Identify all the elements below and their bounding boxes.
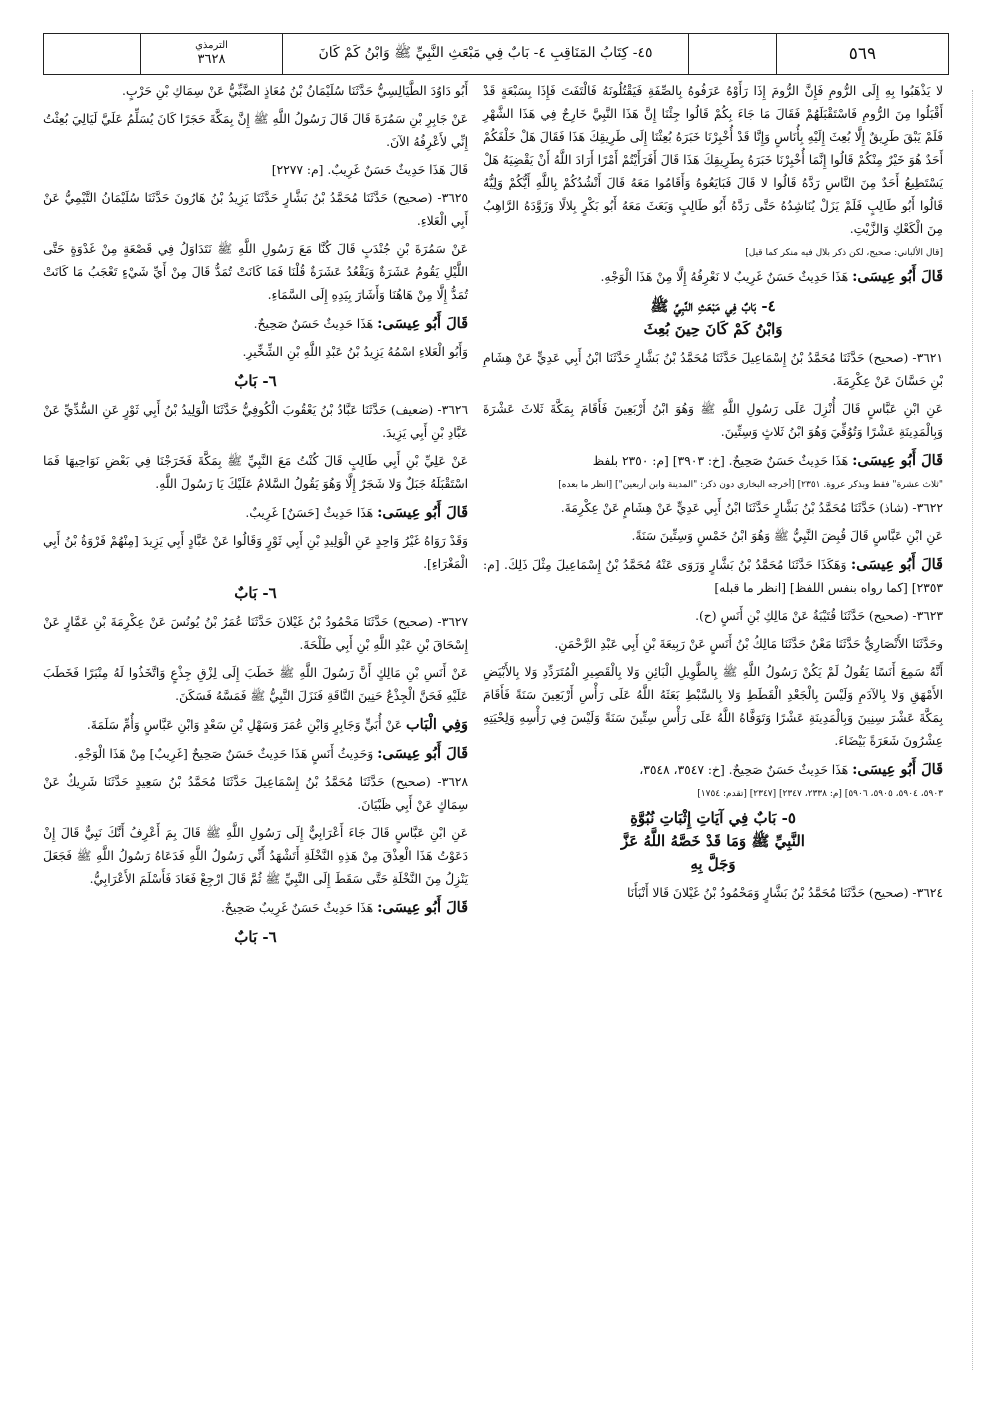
paragraph-text: أَبُو دَاوُدَ الطَّيَالِسِيُّ حَدَّثَنَا سُلَيْمَانُ بْنُ مُعَاذٍ الضَّبِّيُّ عَنْ سِمَاكِ بْنِ حَرْبٍ. bbox=[121, 84, 468, 98]
commentary-lead: قَالَ أَبُو عِيسَى: bbox=[852, 761, 943, 778]
chapter-heading bbox=[43, 926, 468, 949]
paragraph-text: هَذَا حَدِيثٌ حَسَنٌ صَحِيحٌ. [خ: ٣٩٠٣] [م: ٢٣٥٠ بلفظ bbox=[592, 454, 853, 468]
paragraph-text: عَنِ ابْنِ عَبَّاسٍ قَالَ جَاءَ أَعْرَابِيٌّ إِلَى رَسُولِ اللَّهِ ﷺ قَالَ بِمَ أَعْرِفُ أَنَّكَ نَبِيٌّ قَالَ إِنْ دَعَوْتُ هَذَا الْعِذْقَ مِنْ هَذِهِ النَّخْلَةِ أَتَشْهَدُ أَنِّي رَسُولُ اللَّهِ فَدَعَاهُ رَسُولُ اللَّهِ ﷺ فَجَعَلَ يَنْزِلُ مِنَ النَّخْلَةِ حَتَّى سَقَطَ إِلَى النَّبِيِّ ﷺ ثُمَّ قَالَ ارْجِعْ فَعَادَ فَأَسْلَمَ الأَعْرَابِيُّ. bbox=[43, 826, 468, 886]
hadith-paragraph bbox=[483, 449, 943, 473]
paragraph-text: ٣٦٢٥- (صحيح) حَدَّثَنَا مُحَمَّدُ بْنُ بَشَّارٍ حَدَّثَنَا يَزِيدُ بْنُ هَارُونَ حَدَّثَنَا سُلَيْمَانُ التَّيْمِيُّ عَنْ أَبِي الْعَلاءِ. bbox=[43, 191, 468, 228]
paragraph-text: عَنْ عَلِيِّ بْنِ أَبِي طَالِبٍ قَالَ كُنْتُ مَعَ النَّبِيِّ ﷺ بِمَكَّةَ فَخَرَجْنَا فِي بَعْضِ نَوَاحِيهَا فَمَا اسْتَقْبَلَهُ جَبَلٌ وَلا شَجَرٌ إِلَّا وَهُوَ يَقُولُ السَّلامُ عَلَيْكَ يَا رَسُولَ اللَّهِ. bbox=[43, 454, 468, 491]
hadith-paragraph bbox=[43, 399, 468, 445]
grading-note bbox=[483, 246, 943, 260]
hadith-paragraph bbox=[483, 633, 943, 656]
hadith-paragraph bbox=[43, 713, 468, 737]
paragraph-text: هَذَا حَدِيثٌ [حَسَنٌ] غَرِيبٌ. bbox=[245, 506, 378, 520]
chapter-heading-line: ٥- بَابٌ فِي آيَاتِ إِثْبَاتِ نُبُوَّةِ bbox=[630, 809, 796, 827]
paragraph-text: ٥٩٠٣، ٥٩٠٤، ٥٩٠٥، ٥٩٠٦] [م: ٢٣٣٨، ٢٣٤٧] [٢٣٤٧] [تقدم: ١٧٥٤] bbox=[697, 789, 943, 799]
hadith-paragraph bbox=[483, 661, 943, 753]
paragraph-text: ٣٦٢٤- (صحيح) حَدَّثَنَا مُحَمَّدُ بْنُ بَشَّارٍ وَمَحْمُودُ بْنُ غَيْلانَ قَالا أَنْبَأَنَا bbox=[627, 886, 943, 900]
paragraph-text: ٣٦٢٧- (صحيح) حَدَّثَنَا مَحْمُودُ بْنُ غَيْلانَ حَدَّثَنَا عُمَرُ بْنُ يُونُسَ عَنْ عِكْرِمَةَ بْنِ عَمَّارٍ عَنْ إِسْحَاقَ بْنِ عَبْدِ اللَّهِ بْنِ أَبِي طَلْحَةَ. bbox=[43, 615, 468, 652]
page-number: ٥٦٩ bbox=[776, 34, 948, 74]
book-name: الترمذي bbox=[195, 39, 228, 51]
hadith-paragraph bbox=[483, 605, 943, 628]
header-empty-cell bbox=[44, 34, 140, 74]
paragraph-text: ٣٦٢١- (صحيح) حَدَّثَنَا مُحَمَّدُ بْنُ إِسْمَاعِيلَ حَدَّثَنَا مُحَمَّدُ بْنُ بَشَّارٍ حَدَّثَنَا ابْنُ أَبِي عَدِيٍّ عَنْ هِشَامِ بْنِ حَسَّانَ عَنْ عِكْرِمَةَ. bbox=[483, 351, 943, 388]
paragraph-text: هَذَا حَدِيثٌ حَسَنٌ غَرِيبٌ صَحِيحٌ. bbox=[221, 901, 378, 915]
paragraph-text: ٣٦٢٢- (شاذ) حَدَّثَنَا مُحَمَّدُ بْنُ بَشَّارٍ حَدَّثَنَا ابْنُ أَبِي عَدِيٍّ عَنْ هِشَامٍ عَنْ عِكْرِمَةَ. bbox=[560, 501, 943, 515]
grading-note bbox=[483, 787, 943, 801]
paragraph-text: عَنِ ابْنِ عَبَّاسٍ قَالَ أُنْزِلَ عَلَى رَسُولِ اللَّهِ ﷺ وَهُوَ ابْنُ أَرْبَعِينَ فَأَقَامَ بِمَكَّةَ ثَلاثَ عَشْرَةَ وَبِالْمَدِينَةِ عَشْرًا وَتُوُفِّيَ وَهُوَ ابْنُ ثَلاثٍ وَسِتِّينَ. bbox=[483, 402, 943, 439]
paragraph-text: [قال الألباني: صحيح، لكن ذكر بلال فيه منكر كما قيل] bbox=[745, 248, 943, 258]
hadith-paragraph bbox=[43, 530, 468, 576]
hadith-paragraph bbox=[43, 341, 468, 364]
paragraph-text: "ثلاث عشرة" فقط وبذكر عروة. ٢٣٥١] [أخرجه البخاري دون ذكر: "المدينة وابن أربعين"] [انظر ما بعده] bbox=[558, 480, 943, 490]
commentary-lead: قَالَ أَبُو عِيسَى: bbox=[852, 452, 943, 469]
grading-note bbox=[483, 478, 943, 492]
paragraph-text: عَنْ أَنَسِ بْنِ مَالِكٍ أَنَّ رَسُولَ اللَّهِ ﷺ خَطَبَ إِلَى لِزْقِ جِذْعٍ وَاتَّخَذُوا لَهُ مِنْبَرًا فَخَطَبَ عَلَيْهِ فَحَنَّ الْجِذْعُ حَنِينَ النَّاقَةِ فَنَزَلَ النَّبِيُّ ﷺ فَمَسَّهُ فَسَكَنَ. bbox=[43, 666, 468, 703]
hadith-paragraph bbox=[43, 450, 468, 496]
hadith-paragraph bbox=[43, 771, 468, 817]
hadith-paragraph bbox=[43, 238, 468, 307]
chapter-heading-line: ٤- بَابٌ فِي مَبْعَثِ النَّبِيِّ ﷺ bbox=[650, 297, 776, 315]
margin-rule bbox=[972, 90, 973, 1370]
chapter-title: ٤٥- كِتَابُ المَنَاقِبِ ٤- بَابٌ فِي مَبْعَثِ النَّبِيِّ ﷺ وَابْنُ كَمْ كَانَ bbox=[282, 34, 688, 74]
hadith-number: ٣٦٢٨ bbox=[197, 52, 226, 68]
hadith-paragraph bbox=[43, 822, 468, 891]
chapter-heading-line: وَابْنُ كَمْ كَانَ حِينَ بُعِثَ bbox=[643, 320, 783, 338]
paragraph-text: وحَدَّثَنَا الأَنْصَارِيُّ حَدَّثَنَا مَعْنٌ حَدَّثَنَا مَالِكُ بْنُ أَنَسٍ عَنْ رَبِيعَةَ بْنِ أَبِي عَبْدِ الرَّحْمَنِ. bbox=[554, 637, 943, 651]
chapter-heading bbox=[43, 582, 468, 605]
header-empty-cell bbox=[688, 34, 776, 74]
page-header bbox=[43, 33, 949, 75]
paragraph-text: هَذَا حَدِيثٌ حَسَنٌ غَرِيبٌ لا نَعْرِفُهُ إِلَّا مِنْ هَذَا الْوَجْهِ. bbox=[600, 270, 853, 284]
paragraph-text: عَنْ جَابِرِ بْنِ سَمُرَةَ قَالَ قَالَ رَسُولُ اللَّهِ ﷺ إِنَّ بِمَكَّةَ حَجَرًا كَانَ يُسَلِّمُ عَلَيَّ لَيَالِيَ بُعِثْتُ إِنِّي لأَعْرِفُهُ الآنَ. bbox=[43, 112, 468, 149]
commentary-lead: قَالَ أَبُو عِيسَى: bbox=[377, 745, 468, 762]
chapter-heading bbox=[43, 370, 468, 393]
hadith-paragraph bbox=[43, 662, 468, 708]
hadith-paragraph bbox=[483, 553, 943, 600]
commentary-lead: قَالَ أَبُو عِيسَى: bbox=[850, 556, 943, 573]
chapter-heading bbox=[483, 807, 943, 876]
hadith-paragraph bbox=[483, 265, 943, 289]
left-column bbox=[43, 80, 468, 955]
commentary-lead: وَفِي الْبَاب bbox=[406, 716, 468, 733]
chapter-heading-line: النَّبِيِّ ﷺ وَمَا قَدْ خَصَّهُ اللَّهُ عَزَّ bbox=[621, 832, 805, 850]
paragraph-text: وَحَدِيثُ أَنَسٍ هَذَا حَدِيثٌ حَسَنٌ صَحِيحٌ [غَرِيبٌ] مِنْ هَذَا الْوَجْهِ. bbox=[73, 747, 378, 761]
commentary-lead: قَالَ أَبُو عِيسَى: bbox=[377, 315, 468, 332]
paragraph-text: هَذَا حَدِيثٌ حَسَنٌ صَحِيحٌ. [خ: ٣٥٤٧، ٣٥٤٨، bbox=[639, 763, 853, 777]
hadith-paragraph bbox=[43, 501, 468, 525]
hadith-paragraph bbox=[43, 611, 468, 657]
hadith-paragraph bbox=[483, 398, 943, 444]
paragraph-text: أَنَّهُ سَمِعَ أَنَسًا يَقُولُ لَمْ يَكُنْ رَسُولُ اللَّهِ ﷺ بِالطَّوِيلِ الْبَائِنِ وَلا بِالْقَصِيرِ الْمُتَرَدِّدِ وَلا بِالأَبْيَضِ الأَمْهَقِ وَلا بِالآدَمِ وَلَيْسَ بِالْجَعْدِ الْقَطَطِ وَلا بِالسَّبْطِ بَعَثَهُ اللَّهُ عَلَى رَأْسِ أَرْبَعِينَ سَنَةً فَأَقَامَ بِمَكَّةَ عَشْرَ سِنِينَ وَبِالْمَدِينَةِ عَشْرًا وَتَوَفَّاهُ اللَّهُ عَلَى رَأْسِ سِتِّينَ سَنَةً وَلَيْسَ فِي رَأْسِهِ وَلِحْيَتِهِ عِشْرُونَ شَعَرَةً بَيْضَاءَ. bbox=[483, 665, 943, 748]
hadith-paragraph bbox=[483, 882, 943, 905]
paragraph-text: ٣٦٢٨- (صحيح) حَدَّثَنَا مُحَمَّدُ بْنُ إِسْمَاعِيلَ حَدَّثَنَا مُحَمَّدُ بْنُ سَعِيدٍ حَدَّثَنَا شَرِيكٌ عَنْ سِمَاكٍ عَنْ أَبِي ظَبْيَانَ. bbox=[43, 775, 468, 812]
hadith-paragraph bbox=[43, 312, 468, 336]
commentary-lead: قَالَ أَبُو عِيسَى: bbox=[852, 268, 943, 285]
hadith-paragraph bbox=[483, 497, 943, 520]
paragraph-text: وَهَكَذَا حَدَّثَنَا مُحَمَّدُ بْنُ بَشَّارٍ وَرَوَى عَنْهُ مُحَمَّدُ بْنُ إِسْمَاعِيلَ مِثْلَ ذَلِكَ. [م: ٢٣٥٣] [كما رواه بنفس اللفظ] [انظر ما قبله] bbox=[483, 558, 943, 595]
hadith-paragraph bbox=[43, 742, 468, 766]
paragraph-text: عَنْ أُبَيٍّ وَجَابِرٍ وَابْنِ عُمَرَ وَسَهْلِ بْنِ سَعْدٍ وَابْنِ عَبَّاسٍ وَأُمِّ سَلَمَةَ. bbox=[86, 718, 407, 732]
commentary-lead: قَالَ أَبُو عِيسَى: bbox=[377, 504, 468, 521]
hadith-paragraph bbox=[43, 159, 468, 182]
hadith-paragraph bbox=[43, 187, 468, 233]
hadith-paragraph bbox=[43, 108, 468, 154]
paragraph-text: لا يَذْهَبُوا بِهِ إِلَى الرُّومِ فَإِنَّ الرُّومَ إِذَا رَأَوْهُ عَرَفُوهُ بِالصِّفَةِ فَيَقْتُلُونَهُ فَالْتَفَتَ فَإِذَا بِسَبْعَةٍ قَدْ أَقْبَلُوا مِنَ الرُّومِ فَاسْتَقْبَلَهُمْ فَقَالَ مَا جَاءَ بِكُمْ قَالُوا جِئْنَا إِنَّ هَذَا النَّبِيَّ خَارِجٌ فِي هَذَا الشَّهْرِ فَلَمْ يَبْقَ طَرِيقٌ إِلَّا بُعِثَ إِلَيْهِ بِأُنَاسٍ وَإِنَّا قَدْ أُخْبِرْنَا خَبَرَهُ بُعِثْنَا إِلَى طَرِيقِكَ هَذَا فَقَالَ هَلْ خَلْفَكُمْ أَحَدٌ هُوَ خَيْرٌ مِنْكُمْ قَالُوا إِنَّمَا أُخْبِرْنَا خَبَرَهُ بِطَرِيقِكَ هَذَا قَالَ أَفَرَأَيْتُمْ أَمْرًا أَرَادَ اللَّهُ أَنْ يَقْضِيَهُ هَلْ يَسْتَطِيعُ أَحَدٌ مِنَ النَّاسِ رَدَّهُ قَالُوا لا قَالَ فَبَايَعُوهُ وَأَقَامُوا مَعَهُ قَالَ أَنْشُدُكُمْ بِاللَّهِ أَيُّكُمْ وَلِيُّهُ قَالُوا أَبُو طَالِبٍ فَلَمْ يَزَلْ يُنَاشِدُهُ حَتَّى رَدَّهُ أَبُو طَالِبٍ وَبَعَثَ مَعَهُ أَبُو بَكْرٍ بِلالًا وَزَوَّدَهُ الرَّاهِبُ مِنَ الْكَعْكِ وَالزَّيْتِ. bbox=[483, 84, 943, 236]
chapter-heading-line: ٦- بَابٌ bbox=[234, 928, 277, 946]
chapter-heading bbox=[483, 295, 943, 341]
hadith-paragraph bbox=[483, 347, 943, 393]
hadith-paragraph bbox=[43, 80, 468, 103]
paragraph-text: ٣٦٢٣- (صحيح) حَدَّثَنَا قُتَيْبَةُ عَنْ مَالِكِ بْنِ أَنَسٍ (ح). bbox=[695, 609, 943, 623]
paragraph-text: قَالَ هَذَا حَدِيثٌ حَسَنٌ غَرِيبٌ. [م: ٢٢٧٧] bbox=[271, 163, 468, 177]
hadith-paragraph bbox=[483, 80, 943, 241]
hadith-paragraph bbox=[483, 758, 943, 782]
hadith-paragraph bbox=[483, 525, 943, 548]
book-reference bbox=[140, 34, 282, 74]
hadith-paragraph bbox=[43, 896, 468, 920]
commentary-lead: قَالَ أَبُو عِيسَى: bbox=[377, 899, 468, 916]
right-column bbox=[483, 80, 943, 910]
paragraph-text: عَنِ ابْنِ عَبَّاسٍ قَالَ قُبِضَ النَّبِيُّ ﷺ وَهُوَ ابْنُ خَمْسٍ وَسِتِّينَ سَنَةً. bbox=[631, 529, 943, 543]
chapter-heading-line: ٦- بَابٌ bbox=[234, 372, 277, 390]
paragraph-text: وَأَبُو الْعَلاءِ اسْمُهُ يَزِيدُ بْنُ عَبْدِ اللَّهِ بْنِ الشِّخِّيرِ. bbox=[242, 345, 468, 359]
paragraph-text: وَقَدْ رَوَاهُ غَيْرُ وَاحِدٍ عَنِ الْوَلِيدِ بْنِ أَبِي ثَوْرٍ وَقَالُوا عَنْ عَبَّادٍ أَبِي يَزِيدَ [مِنْهُمْ فَرْوَةُ بْنُ أَبِي الْمَغْرَاءِ]. bbox=[43, 534, 468, 571]
chapter-heading-line: ٦- بَابٌ bbox=[234, 584, 277, 602]
chapter-heading-line: وَجَلَّ بِهِ bbox=[690, 855, 736, 873]
paragraph-text: عَنْ سَمُرَةَ بْنِ جُنْدَبٍ قَالَ كُنَّا مَعَ رَسُولِ اللَّهِ ﷺ نَتَدَاوَلُ فِي قَصْعَةٍ مِنْ غَدْوَةٍ حَتَّى اللَّيْلِ يَقُومُ عَشَرَةٌ وَيَقْعُدُ عَشَرَةٌ قُلْنَا فَمَا كَانَتْ تُمَدُّ قَالَ مِنْ أَيِّ شَيْءٍ تَعْجَبُ مَا كَانَتْ تُمَدُّ إِلَّا مِنْ هَاهُنَا وَأَشَارَ بِيَدِهِ إِلَى السَّمَاءِ. bbox=[43, 242, 468, 302]
paragraph-text: هَذَا حَدِيثٌ حَسَنٌ صَحِيحٌ. bbox=[253, 317, 378, 331]
paragraph-text: ٣٦٢٦- (ضعيف) حَدَّثَنَا عَبَّادُ بْنُ يَعْقُوبَ الْكُوفِيُّ حَدَّثَنَا الْوَلِيدُ بْنُ أَبِي ثَوْرٍ عَنِ السُّدِّيِّ عَنْ عَبَّادِ بْنِ أَبِي يَزِيدَ. bbox=[43, 403, 468, 440]
